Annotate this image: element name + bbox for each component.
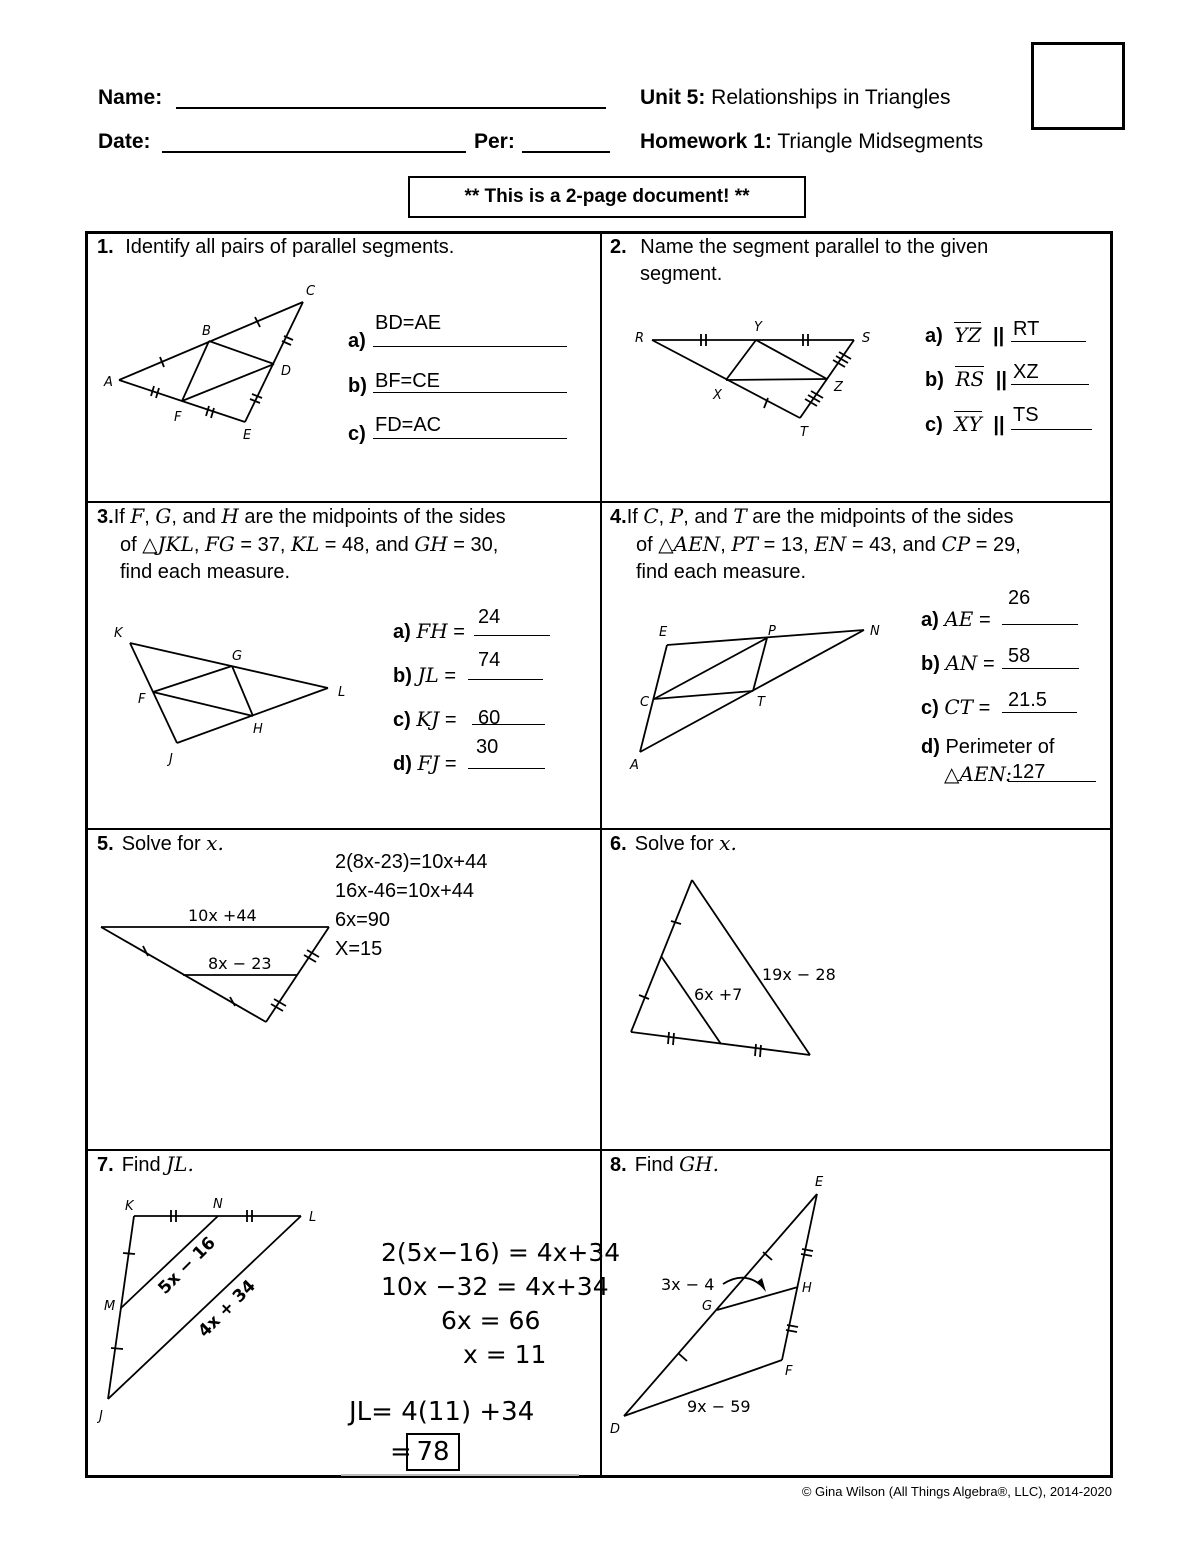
p4-point-p: P	[768, 624, 776, 639]
p1-answer-c: c)	[348, 423, 366, 445]
p1-point-a: A	[104, 375, 113, 390]
p3-point-g: G	[232, 649, 243, 664]
problem-5-number: 5.	[97, 833, 114, 855]
p2-point-t: T	[800, 425, 808, 440]
problem-6-figure	[620, 872, 850, 1062]
problem-2-text-2: segment.	[640, 263, 723, 285]
p4-answer-d-value[interactable]: 127	[1012, 761, 1046, 783]
p3-point-l: L	[338, 685, 346, 700]
problem-7-number: 7.	[97, 1154, 114, 1176]
p3-answer-c: c) KJ =	[393, 707, 457, 731]
p2-point-y: Y	[754, 320, 762, 335]
p4-point-c: C	[640, 695, 650, 710]
p4-point-a: A	[630, 758, 639, 773]
p3-answer-a-line	[474, 635, 550, 636]
p8-mid-expr: 3x − 4	[661, 1275, 715, 1294]
p4-answer-a: a) AE =	[921, 607, 991, 631]
p3-point-k: K	[114, 626, 123, 641]
p7-side-expr: 4x + 34	[194, 1276, 260, 1342]
p7-final-eq: =	[390, 1437, 412, 1467]
per-line[interactable]	[522, 151, 610, 153]
p4-answer-a-value[interactable]: 26	[1008, 587, 1031, 609]
problem-4-number: 4.	[610, 506, 627, 528]
p3-answer-b-value[interactable]: 74	[478, 649, 501, 671]
p7-work-line-1: 2(5x−16) = 4x+34	[381, 1238, 621, 1267]
p1-point-b: B	[202, 324, 211, 339]
page-banner: ** This is a 2-page document! **	[408, 176, 806, 218]
problem-7-figure	[97, 1195, 337, 1430]
problem-6-prompt: 6. Solve for x.	[610, 831, 737, 855]
footer-copyright: © Gina Wilson (All Things Algebra®, LLC), 2014-2020	[801, 1484, 1112, 1499]
homework-heading	[640, 130, 983, 154]
p7-work-line-3: 6x = 66	[441, 1306, 541, 1335]
p2-answer-b-line	[1011, 384, 1089, 385]
p5-work-line-3: 6x=90	[335, 909, 391, 931]
problem-2-text-1: Name the segment parallel to the given	[640, 236, 989, 258]
p2-point-z: Z	[834, 380, 843, 395]
p7-work-line-2: 10x −32 = 4x+34	[381, 1272, 609, 1301]
p7-point-j: J	[99, 1409, 103, 1424]
name-line[interactable]	[176, 107, 606, 109]
p2-answer-c-value[interactable]: TS	[1013, 404, 1039, 426]
p7-scan-edge	[341, 1474, 579, 1476]
problem-8-figure	[605, 1170, 845, 1440]
p2-answer-b-value[interactable]: XZ	[1013, 361, 1039, 383]
p4-point-n: N	[870, 624, 880, 639]
p1-side-ce	[245, 302, 303, 422]
per-label: Per:	[474, 130, 515, 153]
p1-answer-b-line	[373, 392, 567, 393]
p2-answer-a: a) YZ ||	[925, 323, 1005, 347]
homework-title: Triangle Midsegments	[777, 130, 984, 153]
p4-answer-d: d) Perimeter of	[921, 736, 1055, 758]
p6-mid-expr: 6x +7	[694, 985, 743, 1004]
p3-answer-d-line	[468, 768, 545, 769]
p1-point-d: D	[281, 364, 292, 379]
p1-point-c: C	[306, 284, 316, 299]
p2-point-s: S	[862, 331, 871, 346]
p1-seg-bd	[209, 341, 274, 364]
p2-c-parallel: ||	[993, 414, 1005, 436]
grid-divider-row2	[88, 828, 1113, 830]
problem-1-figure	[100, 280, 340, 450]
p4-answer-c-line	[1002, 712, 1077, 713]
p2-answer-b: b) RS ||	[925, 367, 1007, 391]
p8-point-f: F	[785, 1364, 793, 1379]
p8-arrow-head	[757, 1278, 766, 1292]
p2-answer-c-line	[1011, 429, 1092, 430]
homework-label: Homework 1:	[640, 130, 772, 153]
problem-1-prompt	[97, 234, 454, 261]
p1-answer-a-line	[373, 346, 567, 347]
p5-mid-expr: 8x − 23	[208, 954, 272, 973]
p2-b-parallel: ||	[995, 369, 1007, 391]
unit-heading	[640, 86, 950, 110]
p6-side-expr: 19x − 28	[762, 965, 836, 984]
p5-work-line-1: 2(8x-23)=10x+44	[335, 851, 488, 873]
unit-label: Unit 5:	[640, 86, 706, 109]
p1-answer-c-value[interactable]: FD=AC	[375, 414, 442, 436]
p8-point-g: G	[702, 1299, 713, 1314]
p4-answer-c: c) CT =	[921, 695, 991, 719]
date-label: Date:	[98, 130, 151, 153]
p3-point-h: H	[253, 722, 263, 737]
p4-point-t: T	[757, 695, 765, 710]
p2-a-parallel: ||	[993, 325, 1005, 347]
p1-answer-b-value[interactable]: BF=CE	[375, 370, 441, 392]
p1-answer-c-line	[373, 438, 567, 439]
p3-answer-a: a) FH =	[393, 619, 465, 643]
problem-7-prompt: 7. Find JL.	[97, 1152, 194, 1176]
name-label: Name:	[98, 86, 163, 109]
p2-point-r: R	[635, 331, 645, 346]
p2-answer-a-line	[1011, 341, 1086, 342]
score-box	[1031, 42, 1125, 130]
p7-final: JL= 4(11) +34	[349, 1397, 535, 1427]
problem-4-prompt: 4.If C, P, and T are the midpoints of the sides of △AEN, PT = 13, EN = 43, and CP = 29, find each measure.	[610, 504, 1021, 583]
p7-work-line-4: x = 11	[463, 1340, 547, 1369]
p2-answer-c: c) XY ||	[925, 412, 1005, 436]
p2-point-x: X	[713, 388, 722, 403]
p5-work-line-2: 16x-46=10x+44	[335, 880, 475, 902]
p7-point-m: M	[104, 1299, 116, 1314]
p7-work	[381, 1236, 620, 1372]
p4-answer-d-line	[1008, 781, 1096, 782]
p3-answer-b: b) JL =	[393, 663, 457, 687]
p4-answer-c-value[interactable]: 21.5	[1008, 689, 1047, 711]
p1-answer-a: a)	[348, 330, 366, 352]
p3-point-f: F	[138, 692, 146, 707]
problem-5-figure	[95, 900, 340, 1030]
p8-base-expr: 9x − 59	[687, 1397, 751, 1416]
p3-point-j: J	[169, 752, 173, 767]
p2-b-segment: RS	[955, 367, 985, 391]
p3-answer-d-value[interactable]: 30	[476, 736, 499, 758]
problem-1-text: Identify all pairs of parallel segments.	[125, 236, 455, 258]
p2-a-segment: YZ	[954, 323, 982, 347]
p7-point-n: N	[213, 1197, 223, 1212]
p3-answer-d: d) FJ =	[393, 751, 457, 775]
problem-2-figure	[628, 318, 878, 443]
p8-point-e: E	[815, 1175, 824, 1190]
p4-answer-b-value[interactable]: 58	[1008, 645, 1031, 667]
p1-answer-a-value[interactable]: BD=AE	[375, 312, 442, 334]
p5-work-line-4: X=15	[335, 938, 383, 960]
problem-5-prompt: 5. Solve for x.	[97, 831, 224, 855]
p7-point-k: K	[125, 1199, 134, 1214]
p4-answer-b-line	[1002, 668, 1079, 669]
p1-answer-b: b)	[348, 375, 367, 397]
problem-1-number: 1.	[97, 236, 114, 258]
p4-answer-b: b) AN =	[921, 651, 995, 675]
problem-2-prompt	[610, 234, 988, 288]
p4-answer-a-line	[1002, 624, 1078, 625]
problem-4-figure	[624, 618, 894, 778]
p8-point-h: H	[802, 1281, 812, 1296]
p2-c-segment: XY	[954, 412, 982, 436]
date-line[interactable]	[162, 151, 466, 153]
p7-mid-expr: 5x − 16	[154, 1233, 220, 1299]
p5-work	[335, 848, 487, 964]
problem-8-prompt: 8. Find GH.	[610, 1152, 719, 1176]
problem-6-number: 6.	[610, 833, 627, 855]
p4-point-e: E	[659, 625, 668, 640]
p3-answer-b-line	[468, 679, 543, 680]
p7-point-l: L	[309, 1210, 317, 1225]
p8-point-d: D	[610, 1422, 621, 1437]
p7-final-answer[interactable]: 78	[406, 1433, 460, 1471]
p4-answer-d-tri: △AEN:	[944, 762, 1012, 786]
problem-3-prompt: 3.If F, G, and H are the midpoints of the sides of △JKL, FG = 37, KL = 48, and GH = 30, find each measure.	[97, 504, 506, 583]
problem-8-number: 8.	[610, 1154, 627, 1176]
p3-answer-c-value[interactable]: 60	[478, 707, 501, 729]
grid-divider-row3	[88, 1149, 1113, 1151]
p1-point-f: F	[174, 410, 182, 425]
unit-title: Relationships in Triangles	[711, 86, 951, 109]
p3-answer-a-value[interactable]: 24	[478, 606, 501, 628]
p2-answer-a-value[interactable]: RT	[1013, 318, 1040, 340]
p5-top-expr: 10x +44	[188, 906, 257, 925]
problem-3-figure	[105, 620, 355, 770]
problem-3-number: 3.	[97, 506, 114, 528]
p3-answer-c-line	[472, 724, 545, 725]
problem-2-number: 2.	[610, 236, 627, 258]
p1-point-e: E	[243, 428, 252, 443]
